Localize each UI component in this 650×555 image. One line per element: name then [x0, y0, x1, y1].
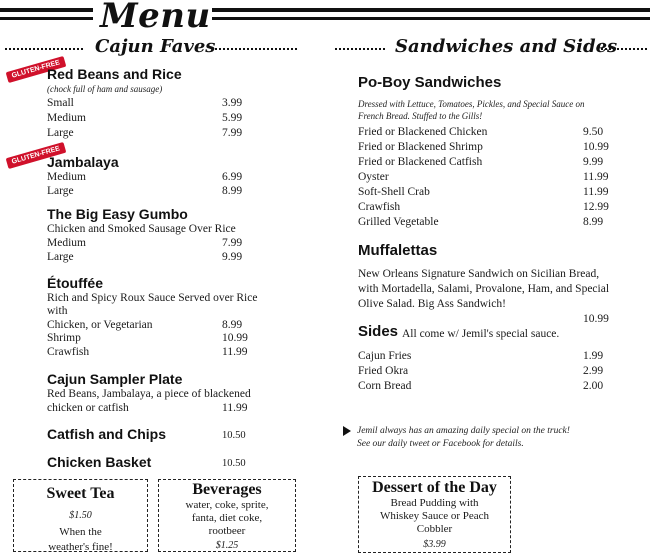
item-jambalaya: Jambalaya	[47, 154, 119, 170]
menu-row-label: Oyster	[358, 171, 389, 183]
menu-row-label: Cajun Fries	[358, 350, 412, 362]
menu-row-price: 8.99	[222, 319, 243, 331]
right-dots-1	[335, 48, 385, 50]
menu-row-price: 11.99	[222, 346, 248, 358]
beverages-box	[158, 479, 296, 552]
menu-row-label: Medium	[47, 237, 86, 249]
menu-row-price: 5.99	[222, 112, 243, 124]
etouffee-desc: with	[47, 305, 68, 317]
sampler-desc: chicken or catfish	[47, 402, 129, 414]
item-sampler: Cajun Sampler Plate	[47, 371, 183, 387]
item-poboy: Po-Boy Sandwiches	[358, 74, 502, 91]
dessert-title: Dessert of the Day	[372, 479, 497, 496]
menu-row-price: 6.99	[222, 171, 243, 183]
menu-row-price: 7.99	[222, 237, 243, 249]
menu-row-price: 8.99	[583, 216, 604, 228]
menu-row-price: 8.99	[222, 185, 243, 197]
beverages-line: water, coke, sprite,	[185, 499, 269, 511]
left-dots-1	[5, 48, 83, 50]
item-etouffee: Étouffée	[47, 275, 103, 291]
item-red-beans: Red Beans and Rice	[47, 66, 182, 82]
menu-row-label: Crawfish	[47, 346, 90, 358]
daily-special-note: See our daily tweet or Facebook for details.	[357, 439, 524, 449]
menu-row-price: 11.99	[222, 402, 248, 414]
menu-row-price: 9.99	[222, 251, 243, 263]
menu-row-price: 7.99	[222, 127, 243, 139]
section-title-cajun-faves: Cajun Faves	[95, 36, 216, 57]
item-catfish-chips: Catfish and Chips	[47, 426, 167, 442]
dessert-line: Cobbler	[416, 523, 453, 535]
sampler-desc: Red Beans, Jambalaya, a piece of blackened	[47, 388, 251, 400]
gluten-free-badge: GLUTEN-FREE	[6, 56, 66, 83]
sweet-tea-box	[13, 479, 148, 552]
header-rule-left	[0, 8, 93, 12]
menu-row-label: Fried or Blackened Catfish	[358, 156, 483, 168]
menu-row-label: Fried or Blackened Shrimp	[358, 141, 483, 153]
arrow-icon	[343, 426, 351, 436]
sides-subtitle: All come w/ Jemil's special sauce.	[402, 328, 560, 340]
section-title-sandwiches: Sandwiches and Sides	[395, 36, 618, 57]
menu-row-price: 1.99	[583, 350, 604, 362]
left-dots-2	[215, 48, 297, 50]
daily-special-note: Jemil always has an amazing daily special on the truck!	[357, 426, 570, 436]
beverages-title: Beverages	[192, 481, 262, 498]
item-chicken-basket: Chicken Basket	[47, 454, 152, 470]
sweet-tea-price: $1.50	[69, 510, 92, 521]
menu-row-price: 10.50	[222, 430, 246, 441]
dessert-line: Bread Pudding with	[390, 497, 479, 509]
menu-row-label: Shrimp	[47, 332, 81, 344]
etouffee-desc: Rich and Spicy Roux Sauce Served over Rice	[47, 292, 258, 304]
menu-row-price: 10.99	[583, 313, 609, 325]
menu-row-label: Medium	[47, 112, 86, 124]
sweet-tea-title: Sweet Tea	[46, 485, 115, 502]
menu-row-price: 11.99	[583, 171, 609, 183]
poboy-note: French Bread. Stuffed to the Gills!	[358, 111, 483, 121]
item-muffalettas: Muffalettas	[358, 242, 438, 259]
menu-row-label: Chicken, or Vegetarian	[47, 319, 153, 331]
menu-row-label: Large	[47, 251, 74, 263]
menu-row-price: 2.00	[583, 380, 604, 392]
menu-row-price: 11.99	[583, 186, 609, 198]
menu-row-label: Small	[47, 97, 74, 109]
sweet-tea-line: When the	[59, 526, 102, 538]
menu-row-price: 9.99	[583, 156, 604, 168]
red-beans-note: (chock full of ham and sausage)	[47, 84, 163, 94]
beverages-line: fanta, diet coke,	[191, 512, 263, 524]
dessert-line: Whiskey Sauce or Peach	[379, 510, 490, 522]
menu-row-price: 3.99	[222, 97, 243, 109]
gumbo-desc: Chicken and Smoked Sausage Over Rice	[47, 223, 236, 235]
menu-row-label: Large	[47, 127, 74, 139]
header-rule-right	[212, 8, 650, 12]
menu-row-label: Large	[47, 185, 74, 197]
muffaletta-desc: New Orleans Signature Sandwich on Sicilian Bread,	[358, 268, 600, 280]
header-rule-left-2	[0, 17, 93, 20]
muffaletta-desc: Olive Salad. Big Ass Sandwich!	[358, 298, 506, 310]
menu-row-price: 10.50	[222, 458, 246, 469]
menu-row-label: Grilled Vegetable	[358, 216, 439, 228]
item-gumbo: The Big Easy Gumbo	[47, 206, 188, 222]
menu-row-label: Crawfish	[358, 201, 401, 213]
right-dots-2	[597, 48, 647, 50]
page-title: Menu	[100, 0, 211, 36]
poboy-note: Dressed with Lettuce, Tomatoes, Pickles, and Special Sauce on	[358, 99, 585, 109]
dessert-price: $3.99	[423, 539, 446, 550]
menu-row-label: Fried or Blackened Chicken	[358, 126, 488, 138]
menu-row-price: 12.99	[583, 201, 609, 213]
menu-row-price: 2.99	[583, 365, 604, 377]
header-rule-right-2	[212, 17, 650, 20]
menu-row-label: Medium	[47, 171, 86, 183]
dessert-box	[358, 476, 511, 553]
menu-row-price: 9.50	[583, 126, 604, 138]
gluten-free-badge: GLUTEN-FREE	[6, 142, 66, 169]
item-sides: Sides	[358, 323, 399, 340]
muffaletta-desc: with Mortadella, Salami, Provalone, Ham, and Special	[358, 283, 610, 295]
menu-row-label: Soft-Shell Crab	[358, 186, 430, 198]
menu-row-price: 10.99	[222, 332, 248, 344]
menu-row-price: 10.99	[583, 141, 609, 153]
beverages-line: rootbeer	[208, 525, 246, 537]
menu-row-label: Fried Okra	[358, 365, 409, 377]
beverages-price: $1.25	[215, 540, 239, 551]
sweet-tea-line: weather's fine!	[48, 541, 113, 553]
menu-row-label: Corn Bread	[358, 380, 412, 392]
